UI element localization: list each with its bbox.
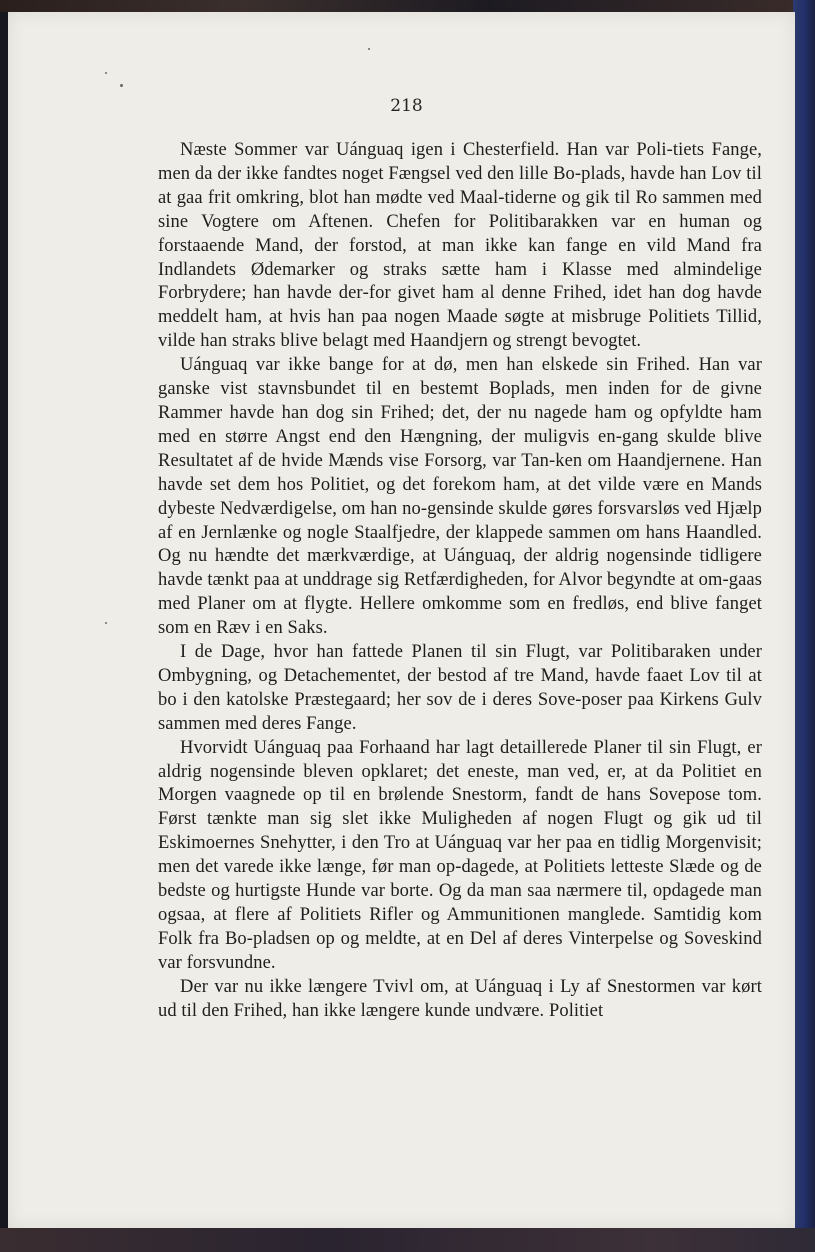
paper-speck xyxy=(105,72,107,74)
book-edge-bottom xyxy=(0,1228,815,1252)
paper-speck xyxy=(120,84,123,87)
body-text xyxy=(158,139,762,1024)
paragraph: Næste Sommer var Uánguaq igen i Chesterfield. Han var Poli‐tiets Fange, men da der ikke fandtes noget Fængsel ved den lille Bo‐plads, havde han Lov til at gaa frit omkring, blot han mødte ved Maal‐tiderne og gik til Ro sammen med sine Vogtere om Aftenen. Chefen for Politibarakken var en human og forstaaende Mand, der forstod, at man ikke kan fange en vild Mand fra Indlandets Ødemarker og straks sætte ham i Klasse med almindelige Forbrydere; han havde der‐for givet ham al denne Frihed, idet han dog havde meddelt ham, at hvis han paa nogen Maade søgte at misbruge Politiets Tillid, vilde han straks blive belagt med Haandjern og strengt bevogtet. xyxy=(158,140,762,352)
paper-speck xyxy=(105,622,107,624)
page-number: 218 xyxy=(390,96,423,116)
book-page xyxy=(8,12,795,1228)
paper-speck xyxy=(368,48,370,50)
paragraph: Uánguaq var ikke bange for at dø, men han elskede sin Frihed. Han var ganske vist stavnsbundet til en bestemt Boplads, men inden for de givne Rammer havde han dog sin Frihed; det, der nu nagede ham og opfyldte ham med en større Angst end den Hængning, der muligvis en‐gang skulde blive Resultatet af de hvide Mænds vise Forsorg, var Tan‐ken om Haandjernene. Han havde set dem hos Politiet, og det forekom ham, at det vilde være en Mands dybeste Nedværdigelse, om han no‐gensinde skulde gøres forsvarsløs ved Hjælp af en Jernlænke og nogle Staalfjedre, der klappede sammen om hans Haandled. Og nu hændte det mærkværdige, at Uánguaq, der aldrig nogensinde tidligere havde tænkt paa at unddrage sig Retfærdigheden, for Alvor begyndte at om‐gaas med Planer om at flygte. Hellere omkomme som en fredløs, end blive fanget som en Ræv i en Saks. xyxy=(158,355,762,639)
paragraph: Der var nu ikke længere Tvivl om, at Uánguaq i Ly af Snestormen var kørt ud til den Frihed, han ikke længere kunde undvære. Politiet xyxy=(158,976,762,1021)
book-edge-top xyxy=(0,0,815,12)
paragraph: Hvorvidt Uánguaq paa Forhaand har lagt detaillerede Planer til sin Flugt, er aldrig nogensinde bleven opklaret; det eneste, man ved, er, at da Politiet en Morgen vaagnede op til en brølende Snestorm, fandt de hans Sovepose tom. Først tænkte man sig slet ikke Muligheden af nogen Flugt og gik ud til Eskimoernes Snehytter, i den Tro at Uánguaq var her paa en tidlig Morgenvisit; men det varede ikke længe, før man op‐dagede, at Politiets letteste Slæde og de bedste og hurtigste Hunde var borte. Og da man saa nærmere til, opdagede man ogsaa, at flere af Politiets Rifler og Ammunitionen manglede. Samtidig kom Folk fra Bo‐pladsen op og meldte, at en Del af deres Vinterpelse og Soveskind var forsvundne. xyxy=(158,737,762,973)
paragraph: I de Dage, hvor han fattede Planen til sin Flugt, var Politibaraken under Ombygning, og Detachementet, der bestod af tre Mand, havde faaet Lov til at bo i den katolske Præstegaard; her sov de i deres Sove‐poser paa Kirkens Gulv sammen med deres Fange. xyxy=(158,642,762,734)
book-cover-edge xyxy=(793,0,815,1252)
